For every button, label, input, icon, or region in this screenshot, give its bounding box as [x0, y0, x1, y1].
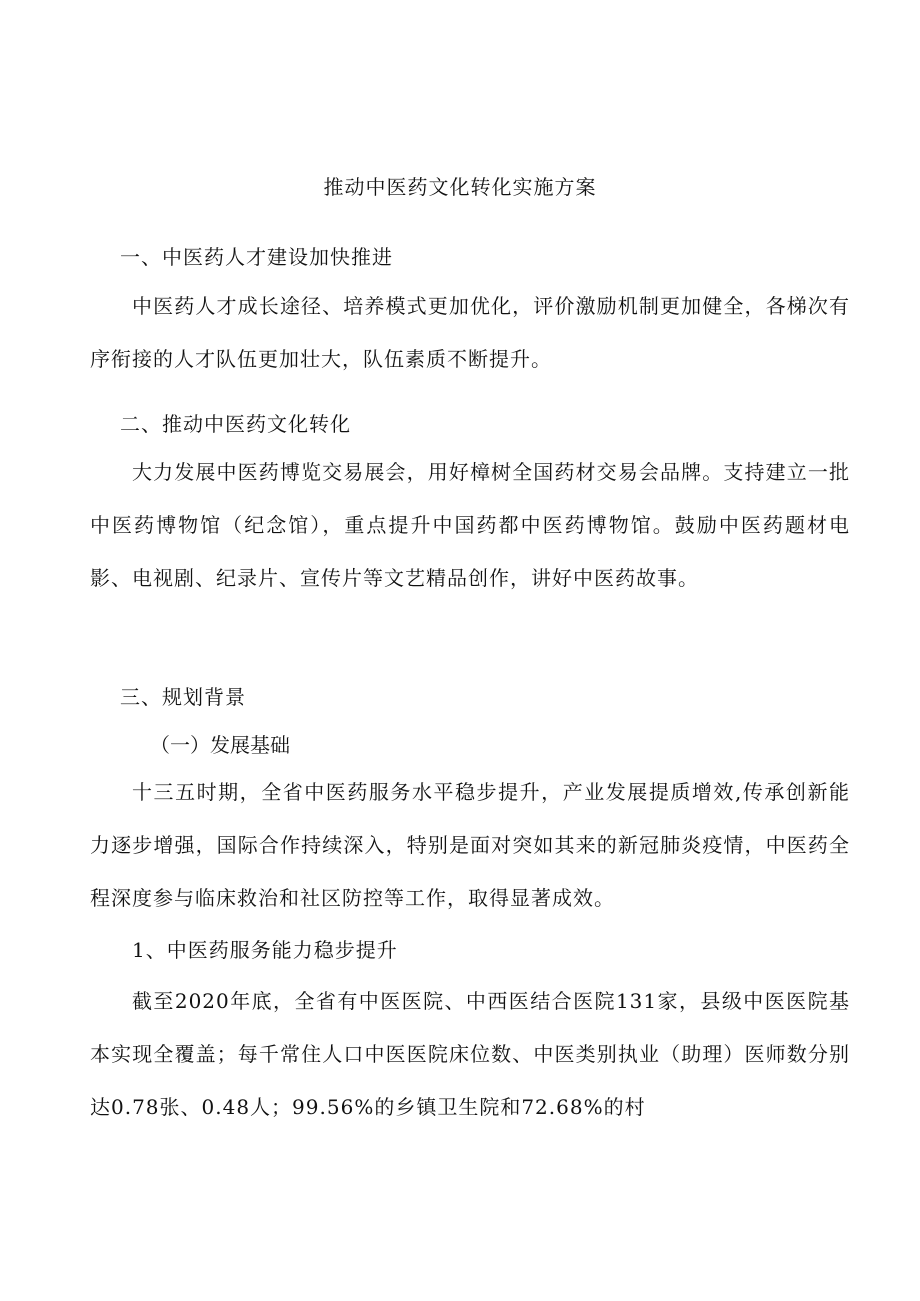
- section-2-heading: 二、推动中医药文化转化: [120, 412, 351, 436]
- section-3-subheading: （一）发展基础: [150, 733, 290, 757]
- section-1-heading: 一、中医药人才建设加快推进: [120, 245, 393, 269]
- item-1-heading: 1、中医药服务能力稳步提升: [132, 938, 398, 962]
- section-2-paragraph: 大力发展中医药博览交易展会，用好樟树全国药材交易会品牌。支持建立一批中医药博物馆（纪念馆），重点提升中国药都中医药博物馆。鼓励中医药题材电影、电视剧、纪录片、宣传片等文艺精品创作，讲好中医药故事。: [90, 460, 850, 590]
- section-3-paragraph: 十三五时期，全省中医药服务水平稳步提升，产业发展提质增效,传承创新能力逐步增强，国际合作持续深入，特别是面对突如其来的新冠肺炎疫情，中医药全程深度参与临床救治和社区防控等工作，取得显著成效。: [90, 780, 850, 910]
- document-title: 推动中医药文化转化实施方案: [323, 175, 597, 199]
- section-3-heading: 三、规划背景: [120, 685, 246, 709]
- section-1-paragraph: 中医药人才成长途径、培养模式更加优化，评价激励机制更加健全，各梯次有序衔接的人才队伍更加壮大，队伍素质不断提升。: [90, 294, 850, 371]
- item-1-paragraph: 截至2020年底，全省有中医医院、中西医结合医院131家，县级中医医院基本实现全覆盖；每千常住人口中医医院床位数、中医类别执业（助理）医师数分别达0.78张、0.48人；99.56%的乡镇卫生院和72.68%的村: [90, 989, 850, 1119]
